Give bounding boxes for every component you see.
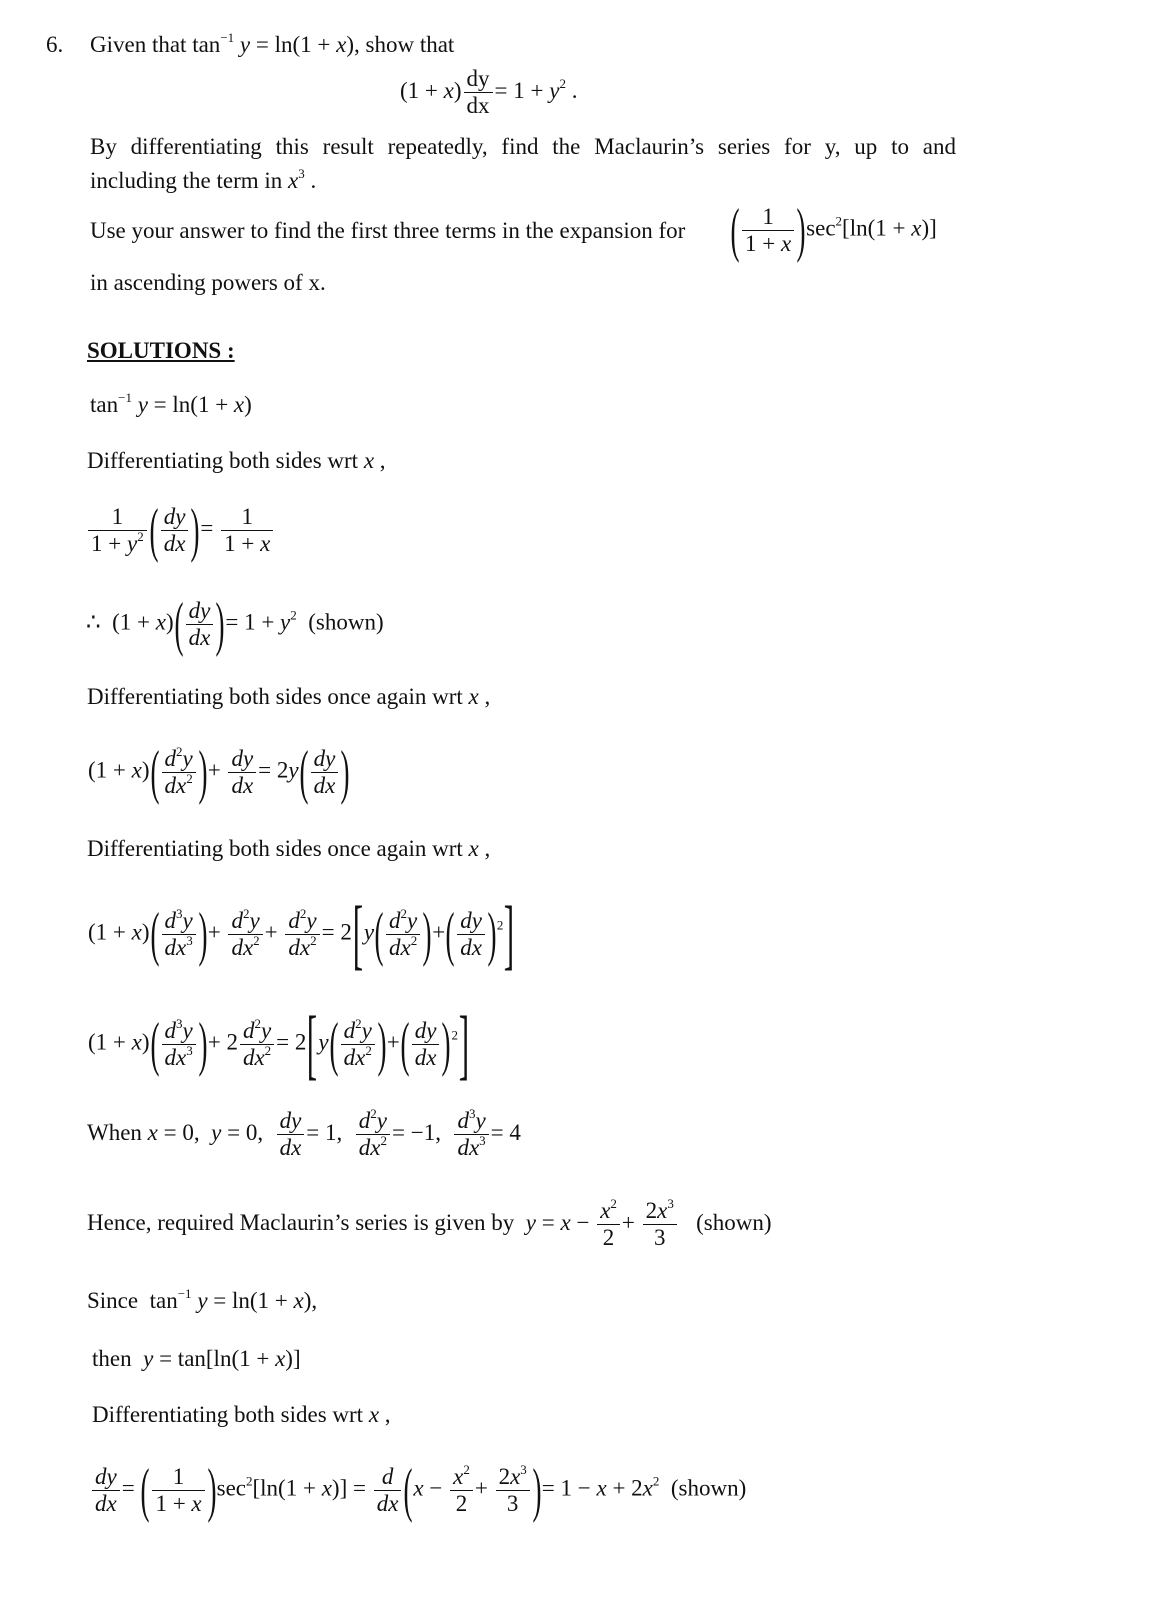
then-equation: then y = tan[ln(1 + x)] xyxy=(92,1346,301,1371)
question-number: 6. xyxy=(46,32,64,57)
question-line-1: Given that $\tan^{-1} y = \ln(1 + x)$, show that xyxy=(90,30,455,57)
question-paragraph-4: in ascending powers of x. xyxy=(90,270,326,295)
question-paragraph-2a: By differentiating this result repeatedly, find the Maclaurin’s series for y, up to and xyxy=(90,134,956,159)
since-equation: Since $\tan^{-1} y = \ln(1 + x)$, xyxy=(87,1286,318,1313)
solutions-heading: SOLUTIONS : xyxy=(87,338,235,363)
maclaurin-series-result: Hence, required Maclaurin’s series is given by y = x − $\frac{x^2}{2}$ + $\frac{2x^3}{3}$ (shown) xyxy=(87,1196,772,1250)
diff-step-4-label: Differentiating both sides wrt x , xyxy=(92,1402,391,1427)
question-equation: (1 + x) $\frac{dy}{dx}$ = $1 + y^2$ . xyxy=(400,66,578,118)
diff-step-2-label: Differentiating both sides once again wrt x , xyxy=(87,684,491,709)
diff-step-3-label: Differentiating both sides once again wrt x , xyxy=(87,836,491,861)
given-equation: $\tan^{-1} y = \ln(1 + x)$ xyxy=(90,390,252,417)
equation-derivative-1: $\frac{1}{1 + y^2}$ ( $\frac{dy}{dx}$ )= $\frac{1}{1 + x}$ xyxy=(86,500,275,560)
initial-values: When x = 0, y = 0, $\frac{dy}{dx}$ = 1, $\frac{d^2y}{dx^2}$ = −1, $\frac{d^3y}{dx^3}$ = 4 xyxy=(87,1106,521,1160)
equation-third-derivative-a: (1 + x)( $\frac{d^3y}{dx^3}$ )+ $\frac{d^2y}{dx^2}$ + $\frac{d^2y}{dx^2}$ = 2[y( $\frac{d^2y}{dx^2}$ )+( $\frac{dy}{dx}$ )$^2$] xyxy=(88,890,515,977)
diff-step-1-label: Differentiating both sides wrt x , xyxy=(87,448,386,473)
equation-final-expansion: $\frac{dy}{dx}$ = ( $\frac{1}{1 + x}$ )$\sec^2[\ln(1 + x)]$ = $\frac{d}{dx}$ (x − $\frac{x^2}{2}$ + $\frac{2x^3}{3}$ )= $1 - x + 2x^2$ (shown) xyxy=(90,1460,746,1520)
equation-second-derivative: (1 + x)( $\frac{d^2y}{dx^2}$ )+ $\frac{dy}{dx}$ = 2y( $\frac{dy}{dx}$ ) xyxy=(88,739,350,805)
equation-shown: ∴ (1 + x)( $\frac{dy}{dx}$ )= $1 + y^2$ (shown) xyxy=(86,591,384,657)
equation-third-derivative-b: (1 + x)( $\frac{d^3y}{dx^3}$ )+ 2 $\frac{d^2y}{dx^2}$ = 2[y( $\frac{d^2y}{dx^2}$ )+( $\frac{dy}{dx}$ )$^2$] xyxy=(88,1000,470,1087)
question-paragraph-2b: including the term in $x^3$ . xyxy=(90,166,317,193)
